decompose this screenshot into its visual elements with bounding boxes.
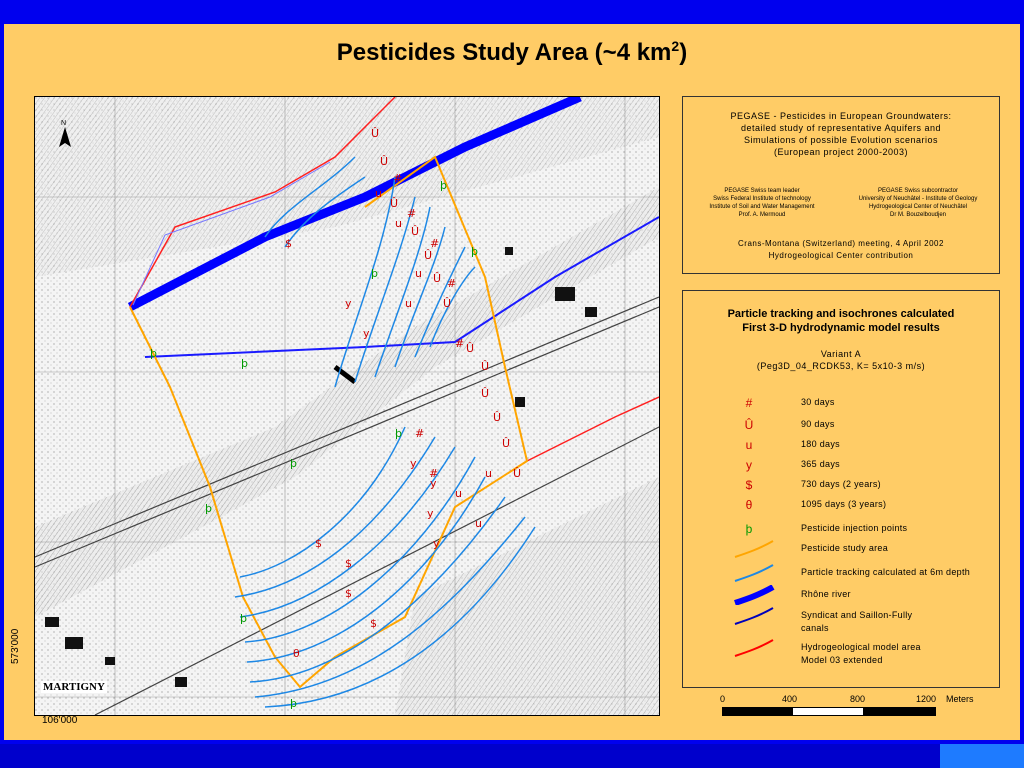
injection-point-marker: þ xyxy=(395,427,402,440)
legend-item xyxy=(683,619,999,639)
isochrone-marker: y xyxy=(363,327,370,340)
isochrone-marker: $ xyxy=(285,237,292,250)
isochrone-marker: u xyxy=(405,297,412,310)
isochrone-marker: # xyxy=(407,207,417,220)
legend-line-icon xyxy=(733,585,777,605)
injection-point-marker: þ xyxy=(471,245,478,258)
isochrone-marker: # xyxy=(429,467,439,480)
center-line: Hydrogeological Center contribution xyxy=(768,251,914,260)
legend-item xyxy=(683,651,999,671)
legend-symbol: Û xyxy=(744,418,754,432)
isochrone-marker: $ xyxy=(345,557,352,570)
injection-point-marker: þ xyxy=(290,697,297,710)
map-canvas xyxy=(35,97,659,715)
isochrone-marker: y xyxy=(430,477,437,490)
isochrone-marker: Û xyxy=(390,197,399,210)
isochrone-marker: Û xyxy=(424,249,433,262)
legend-item xyxy=(683,495,999,515)
legend-line-icon xyxy=(733,539,777,559)
injection-point-marker: þ xyxy=(205,502,212,515)
legend-label: Pesticide study area xyxy=(801,543,889,553)
legend-symbol: $ xyxy=(745,478,753,492)
legend-symbol: y xyxy=(746,458,752,472)
team-leader-block: PEGASE Swiss team leader Swiss Federal Institute of technology Institute of Soil and Water Management Prof. A. Mermoud xyxy=(709,188,815,218)
isochrone-marker: y xyxy=(427,507,434,520)
isochrone-marker: # xyxy=(393,172,403,185)
info-line-4: (European project 2000-2003) xyxy=(773,147,909,157)
legend-label: Pesticide injection points xyxy=(801,523,908,533)
legend-item xyxy=(683,563,999,583)
scale-bar: 0 400 800 1200 Meters xyxy=(720,694,990,724)
legend-item xyxy=(683,519,999,539)
isochrone-marker: Û xyxy=(466,342,475,355)
info-line-2: detailed study of representative Aquifers and xyxy=(740,123,942,133)
svg-text:N: N xyxy=(61,120,67,127)
legend-symbol: u xyxy=(745,438,753,452)
meeting-line: Crans-Montana (Switzerland) meeting, 4 April 2002 xyxy=(738,239,944,248)
subcontractor-block: PEGASE Swiss subcontractor University of Neuchâtel - Institute of Geology Hydrogeological Center of Neuchâtel Dr M. Bouzelboudjen xyxy=(858,188,978,218)
legend-label: canals xyxy=(801,623,829,633)
legend-line-icon xyxy=(733,563,777,583)
isochrone-marker: Û xyxy=(493,411,502,424)
legend-symbol: þ xyxy=(745,522,753,536)
isochrone-marker: Û xyxy=(443,297,452,310)
isochrone-marker: u xyxy=(485,467,492,480)
place-label: MARTIGNY xyxy=(43,681,105,693)
injection-point-marker: þ xyxy=(371,267,378,280)
legend-label: Syndicat and Saillon-Fully xyxy=(801,610,913,620)
footer-bar xyxy=(0,744,940,768)
legend-label: 730 days (2 years) xyxy=(801,479,881,489)
isochrone-marker: y xyxy=(433,537,440,550)
isochrone-marker: θ xyxy=(293,647,300,660)
legend-item xyxy=(683,435,999,455)
legend-label: 365 days xyxy=(801,459,840,469)
info-line-3: Simulations of possible Evolution scenarios xyxy=(743,135,939,145)
slide xyxy=(4,24,1020,740)
coord-y-label: 573'000 xyxy=(10,628,21,664)
injection-point-marker: þ xyxy=(240,612,247,625)
legend-label: 180 days xyxy=(801,439,840,449)
legend-symbol: θ xyxy=(745,498,753,512)
isochrone-marker: # xyxy=(415,427,425,440)
legend-label: Rhône river xyxy=(801,589,851,599)
isochrone-marker: Û xyxy=(481,360,490,373)
legend-symbol: # xyxy=(745,396,753,410)
isochrone-marker: # xyxy=(430,237,440,250)
isochrone-marker: $ xyxy=(315,537,322,550)
footer-accent xyxy=(940,744,1024,768)
isochrone-marker: Û xyxy=(481,387,490,400)
isochrone-marker: u xyxy=(455,487,462,500)
legend-label: 90 days xyxy=(801,419,835,429)
isochrone-marker: u xyxy=(395,217,402,230)
slide-title: Pesticides Study Area (~4 $km^2$) xyxy=(336,38,688,66)
injection-point-marker: þ xyxy=(290,457,297,470)
legend-label: 30 days xyxy=(801,397,835,407)
legend-item xyxy=(683,415,999,435)
legend-panel xyxy=(682,290,1000,688)
legend-label: Hydrogeological model area xyxy=(801,642,921,652)
legend-item xyxy=(683,393,999,413)
legend-item xyxy=(683,475,999,495)
coord-x-label: 106'000 xyxy=(42,715,78,726)
isochrone-marker: Û xyxy=(411,225,420,238)
legend-label: 1095 days (3 years) xyxy=(801,499,887,509)
isochrone-marker: u xyxy=(475,517,482,530)
isochrone-marker: u xyxy=(375,187,382,200)
isochrone-marker: u xyxy=(415,267,422,280)
legend-variant: Variant A (Peg3D_04_RCDK53, K= 5x10-3 m/s) xyxy=(756,349,926,371)
legend-label: Particle tracking calculated at 6m depth xyxy=(801,567,971,577)
isochrone-marker: $ xyxy=(345,587,352,600)
legend-title: Particle tracking and isochrones calculated First 3-D hydrodynamic model results xyxy=(727,308,955,334)
isochrone-marker: Û xyxy=(433,272,442,285)
isochrone-marker: # xyxy=(447,277,457,290)
isochrone-marker: $ xyxy=(370,617,377,630)
injection-point-marker: þ xyxy=(440,179,447,192)
map-view[interactable] xyxy=(34,96,660,716)
isochrone-marker: # xyxy=(455,337,465,350)
project-info-panel xyxy=(682,96,1000,274)
isochrone-marker: Û xyxy=(513,467,522,480)
legend-label: Model 03 extended xyxy=(801,655,883,665)
legend-item xyxy=(683,455,999,475)
info-line-1: PEGASE - Pesticides in European Groundwaters: xyxy=(730,111,952,121)
isochrone-marker: Û xyxy=(380,155,389,168)
isochrone-marker: y xyxy=(345,297,352,310)
isochrone-marker: y xyxy=(410,457,417,470)
injection-point-marker: þ xyxy=(241,357,248,370)
legend-item xyxy=(683,539,999,559)
isochrone-marker: Û xyxy=(502,437,511,450)
injection-point-marker: þ xyxy=(150,347,157,360)
isochrone-marker: Û xyxy=(371,127,380,140)
legend-item xyxy=(683,585,999,605)
